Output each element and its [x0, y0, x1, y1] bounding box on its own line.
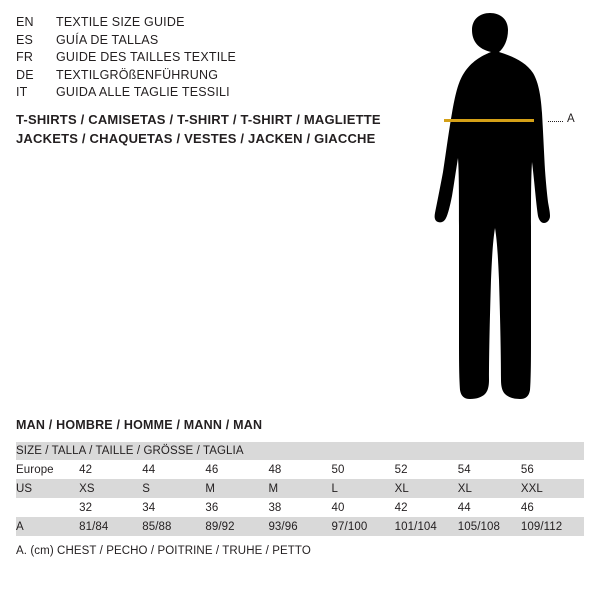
cell: 52 — [395, 460, 458, 479]
section-heading-man: MAN / HOMBRE / HOMME / MANN / MAN — [16, 418, 263, 432]
table-row — [16, 479, 584, 498]
row-label: Europe — [16, 460, 79, 479]
language-text: TEXTILE SIZE GUIDE — [56, 15, 185, 29]
cell: XXL — [521, 479, 584, 498]
language-row — [16, 67, 376, 85]
language-code: FR — [16, 50, 34, 64]
cell: 46 — [521, 498, 584, 517]
cell: 38 — [268, 498, 331, 517]
cell: 40 — [332, 498, 395, 517]
language-row — [16, 14, 376, 32]
category-headings — [16, 110, 436, 148]
language-row — [16, 49, 376, 67]
callout-dash-line — [548, 121, 563, 123]
cell: 109/112 — [521, 517, 584, 536]
table-header-label: SIZE / TALLA / TAILLE / GRÖSSE / TAGLIA — [16, 442, 584, 460]
cell: 32 — [79, 498, 142, 517]
male-figure-illustration — [400, 12, 600, 404]
category-line-tshirts: T-SHIRTS / CAMISETAS / T-SHIRT / T-SHIRT / MAGLIETTE — [16, 112, 381, 127]
table-header-row — [16, 442, 584, 460]
cell: 97/100 — [332, 517, 395, 536]
language-list — [16, 14, 376, 102]
cell: XS — [79, 479, 142, 498]
language-code: DE — [16, 67, 34, 82]
chest-measure-line — [444, 119, 534, 122]
language-text: TEXTILGRÖßENFÜHRUNG — [56, 67, 219, 82]
cell: 46 — [205, 460, 268, 479]
row-label — [16, 498, 79, 517]
language-text: GUIDE DES TAILLES TEXTILE — [56, 50, 237, 64]
table-row — [16, 460, 584, 479]
language-code: IT — [16, 85, 28, 99]
language-row — [16, 84, 376, 102]
language-code: EN — [16, 15, 34, 29]
cell: M — [205, 479, 268, 498]
row-label: US — [16, 479, 79, 498]
language-code: ES — [16, 32, 34, 47]
row-label: A — [16, 517, 79, 536]
footnote-chest-measure: A. (cm) CHEST / PECHO / POITRINE / TRUHE / PETTO — [16, 545, 311, 557]
cell: 81/84 — [79, 517, 142, 536]
language-row — [16, 32, 376, 50]
cell: L — [332, 479, 395, 498]
cell: 101/104 — [395, 517, 458, 536]
category-line-jackets: JACKETS / CHAQUETAS / VESTES / JACKEN / GIACCHE — [16, 131, 376, 146]
callout-label-a: A — [567, 113, 575, 125]
cell: 56 — [521, 460, 584, 479]
cell: M — [268, 479, 331, 498]
cell: XL — [395, 479, 458, 498]
cell: 89/92 — [205, 517, 268, 536]
language-text: GUÍA DE TALLAS — [56, 32, 159, 47]
language-text: GUIDA ALLE TAGLIE TESSILI — [56, 85, 230, 99]
cell: 36 — [205, 498, 268, 517]
cell: 34 — [142, 498, 205, 517]
cell: 48 — [268, 460, 331, 479]
cell: 105/108 — [458, 517, 521, 536]
table-row — [16, 498, 584, 517]
cell: 42 — [395, 498, 458, 517]
cell: 44 — [458, 498, 521, 517]
cell: 54 — [458, 460, 521, 479]
cell: 44 — [142, 460, 205, 479]
cell: 50 — [332, 460, 395, 479]
cell: 93/96 — [268, 517, 331, 536]
size-table-wrapper — [16, 442, 584, 536]
size-table — [16, 442, 584, 536]
cell: S — [142, 479, 205, 498]
table-row — [16, 517, 584, 536]
cell: 42 — [79, 460, 142, 479]
body-silhouette-icon — [400, 12, 600, 404]
cell: 85/88 — [142, 517, 205, 536]
cell: XL — [458, 479, 521, 498]
